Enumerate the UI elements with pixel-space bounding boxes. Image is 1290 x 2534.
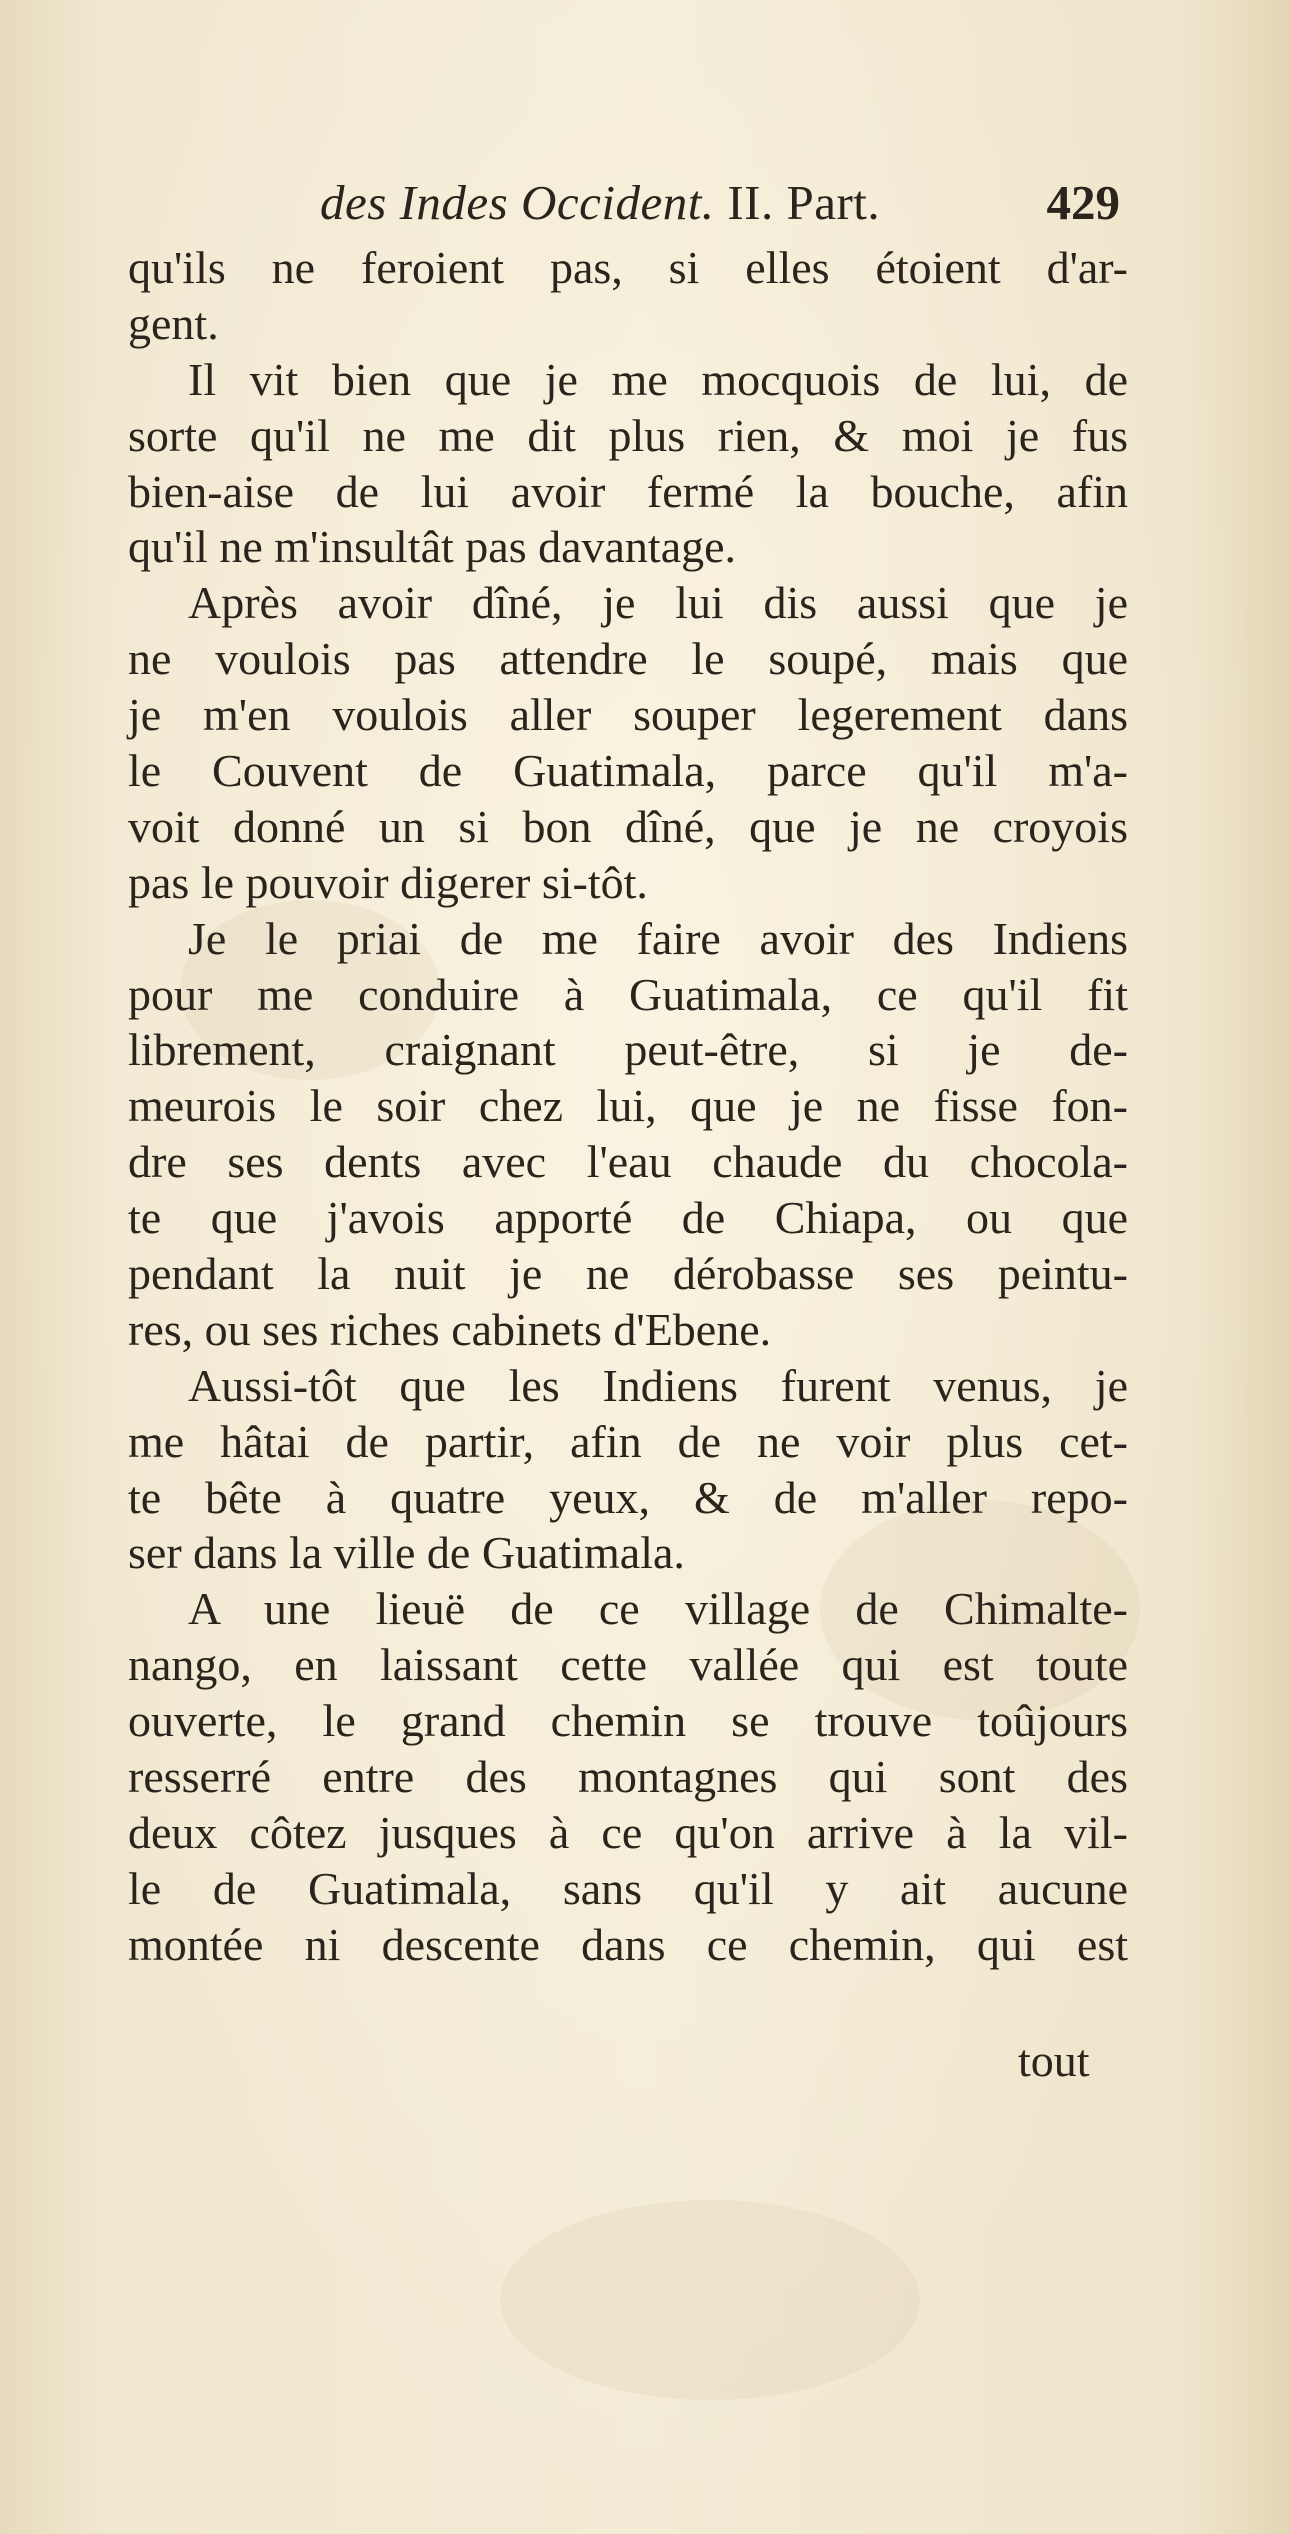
text-line: te bête à quatre yeux, & de m'aller repo-	[128, 1471, 1128, 1523]
text-line: resserré entre des montagnes qui sont des	[128, 1751, 1128, 1803]
text-line: bien-aise de lui avoir fermé la bouche, afin	[128, 465, 1128, 517]
text-line: pas le pouvoir digerer si-tôt.	[128, 856, 648, 908]
running-title-italic: des Indes Occident.	[320, 175, 715, 230]
text-line: qu'ils ne feroient pas, si elles étoient d'ar-	[128, 242, 1128, 293]
text-line: ser dans la ville de Guatimala.	[128, 1527, 685, 1579]
text-line: dre ses dents avec l'eau chaude du chocola-	[128, 1136, 1128, 1188]
text-line: Je le priai de me faire avoir des Indiens	[188, 912, 1128, 964]
text-line: Aussi-tôt que les Indiens furent venus, je	[188, 1359, 1128, 1411]
text-line: pendant la nuit je ne dérobasse ses peintu-	[128, 1248, 1128, 1300]
text-line: nango, en laissant cette vallée qui est toute	[128, 1639, 1128, 1691]
text-line: le de Guatimala, sans qu'il y ait aucune	[128, 1862, 1128, 1914]
text-line: je m'en voulois aller souper legerement dans	[128, 689, 1128, 741]
running-title	[320, 168, 880, 238]
text-line: pour me conduire à Guatimala, ce qu'il fit	[128, 968, 1128, 1020]
text-line: Après avoir dîné, je lui dis aussi que je	[188, 577, 1128, 629]
running-header	[290, 168, 1120, 238]
text-line: sorte qu'il ne me dit plus rien, & moi je fus	[128, 409, 1128, 461]
text-line: te que j'avois apporté de Chiapa, ou que	[128, 1192, 1128, 1244]
body-text	[128, 240, 1128, 1973]
text-line: deux côtez jusques à ce qu'on arrive à la vil-	[128, 1806, 1128, 1858]
text-line: res, ou ses riches cabinets d'Ebene.	[128, 1303, 772, 1355]
text-line: A une lieuë de ce village de Chimalte-	[188, 1583, 1128, 1635]
text-line: ne voulois pas attendre le soupé, mais que	[128, 633, 1128, 685]
page-number: 429	[1046, 175, 1120, 230]
text-line: gent.	[128, 297, 219, 349]
text-line: me hâtai de partir, afin de ne voir plus cet-	[128, 1415, 1128, 1467]
running-title-part: II. Part.	[714, 175, 881, 230]
text-line: meurois le soir chez lui, que je ne fisse fon-	[128, 1080, 1128, 1132]
catchword: tout	[1018, 2035, 1090, 2086]
text-line: librement, craignant peut-être, si je de-	[128, 1024, 1128, 1076]
text-line: qu'il ne m'insultât pas davantage.	[128, 521, 737, 573]
text-line: voit donné un si bon dîné, que je ne croyois	[128, 800, 1128, 852]
text-line: le Couvent de Guatimala, parce qu'il m'a-	[128, 745, 1128, 797]
text-line: ouverte, le grand chemin se trouve toûjours	[128, 1695, 1128, 1747]
text-line: montée ni descente dans ce chemin, qui est	[128, 1918, 1128, 1970]
text-line: Il vit bien que je me mocquois de lui, de	[188, 353, 1128, 405]
paper-stain	[500, 2200, 920, 2400]
